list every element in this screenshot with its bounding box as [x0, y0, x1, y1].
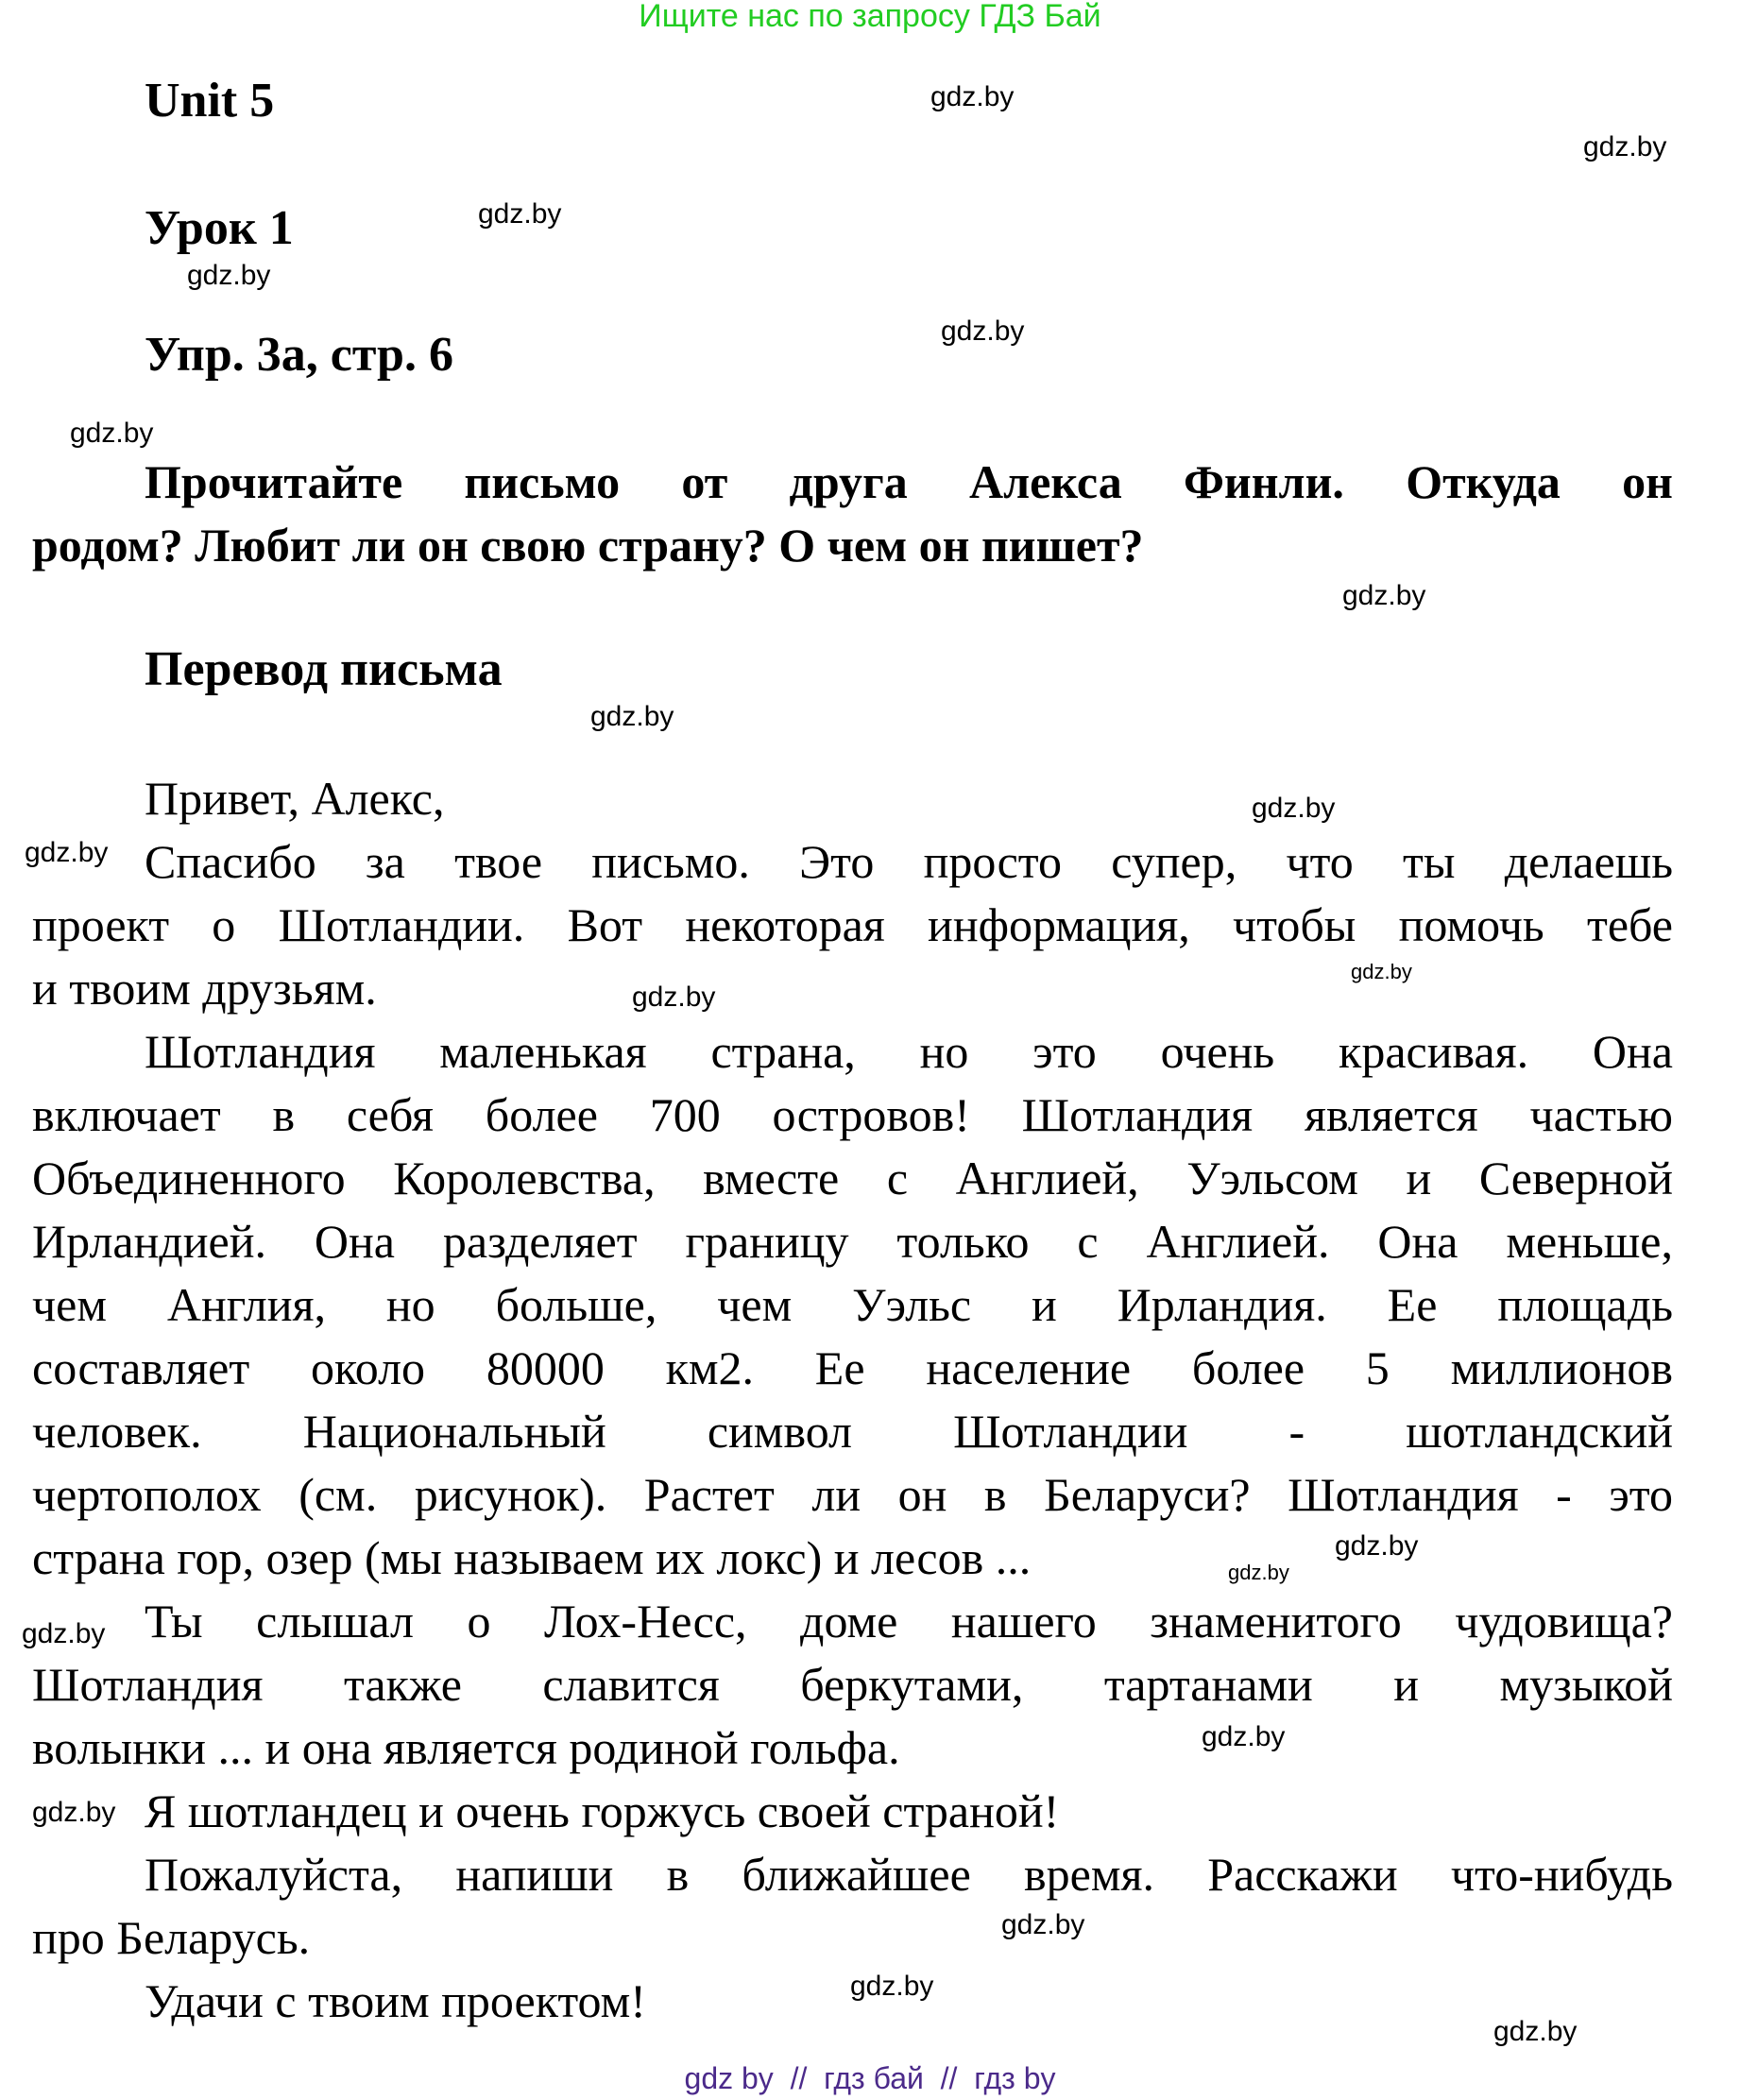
exercise-heading: Упр. 3а, стр. 6	[145, 328, 453, 382]
letter-line: Ирландией. Она разделяет границу только с Англией. Она меньше,	[32, 1215, 1673, 1268]
letter-line: волынки ... и она является родиной гольфа.	[32, 1721, 900, 1774]
watermark: gdz.by	[590, 701, 674, 732]
watermark: gdz.by	[850, 1971, 934, 2002]
watermark: gdz.by	[1228, 1561, 1289, 1584]
search-banner: Ищите нас по запросу ГДЗ Бай	[639, 0, 1101, 34]
watermark: gdz.by	[1351, 960, 1412, 983]
watermark: gdz.by	[22, 1618, 106, 1649]
letter-text	[32, 767, 1673, 2033]
watermark: gdz.by	[1342, 580, 1426, 611]
letter-line: про Беларусь.	[32, 1911, 311, 1964]
letter-line: включает в себя более 700 островов! Шотландия является частью	[32, 1088, 1673, 1141]
watermark: gdz.by	[1001, 1909, 1085, 1940]
lesson-heading: Урок 1	[145, 201, 294, 255]
watermark: gdz.by	[70, 418, 154, 449]
watermark: gdz.by	[1335, 1530, 1419, 1562]
letter-line: Спасибо за твое письмо. Это просто супер, что ты делаешь	[145, 835, 1673, 888]
watermark: gdz.by	[478, 198, 562, 230]
letter-line: Я шотландец и очень горжусь своей страной!	[145, 1784, 1060, 1837]
watermark: gdz.by	[941, 316, 1025, 347]
letter-line: Шотландия также славится беркутами, тартанами и музыкой	[32, 1658, 1673, 1711]
unit-heading: Unit 5	[145, 74, 275, 128]
letter-line: и твоим друзьям.	[32, 962, 377, 1015]
letter-line: чем Англия, но больше, чем Уэльс и Ирландия. Ее площадь	[32, 1278, 1673, 1331]
letter-line: проект о Шотландии. Вот некоторая информация, чтобы помочь тебе	[32, 898, 1673, 951]
letter-line: Удачи с твоим проектом!	[145, 1974, 646, 2027]
watermark: gdz.by	[25, 837, 109, 868]
watermark: gdz.by	[1493, 2016, 1578, 2047]
watermark: gdz.by	[632, 982, 716, 1013]
letter-line: Привет, Алекс,	[145, 772, 445, 825]
translation-heading: Перевод письма	[145, 642, 503, 696]
watermark: gdz.by	[1202, 1721, 1286, 1752]
footer-links[interactable]: gdz by // гдз бай // гдз by	[684, 2061, 1056, 2095]
task-line: Прочитайте письмо от друга Алекса Финли. Откуда он	[145, 455, 1673, 508]
watermark: gdz.by	[1252, 793, 1336, 824]
letter-line: составляет около 80000 км2. Ее население более 5 миллионов	[32, 1341, 1673, 1394]
watermark: gdz.by	[1583, 131, 1667, 162]
letter-line: Шотландия маленькая страна, но это очень красивая. Она	[145, 1025, 1673, 1078]
watermark: gdz.by	[32, 1797, 116, 1828]
task-line: родом? Любит ли он свою страну? О чем он пишет?	[32, 519, 1144, 572]
letter-line: Объединенного Королевства, вместе с Англией, Уэльсом и Северной	[32, 1152, 1673, 1204]
watermark: gdz.by	[187, 260, 271, 291]
letter-line: страна гор, озер (мы называем их локс) и лесов ...	[32, 1531, 1032, 1584]
letter-line: Ты слышал о Лох-Несс, доме нашего знаменитого чудовища?	[145, 1595, 1673, 1648]
letter-line: Пожалуйста, напиши в ближайшее время. Расскажи что-нибудь	[145, 1848, 1673, 1901]
task-instructions	[32, 451, 1673, 577]
letter-line: человек. Национальный символ Шотландии - шотландский	[32, 1405, 1673, 1458]
letter-line: чертополох (см. рисунок). Растет ли он в Беларуси? Шотландия - это	[32, 1468, 1673, 1521]
watermark: gdz.by	[930, 81, 1015, 112]
